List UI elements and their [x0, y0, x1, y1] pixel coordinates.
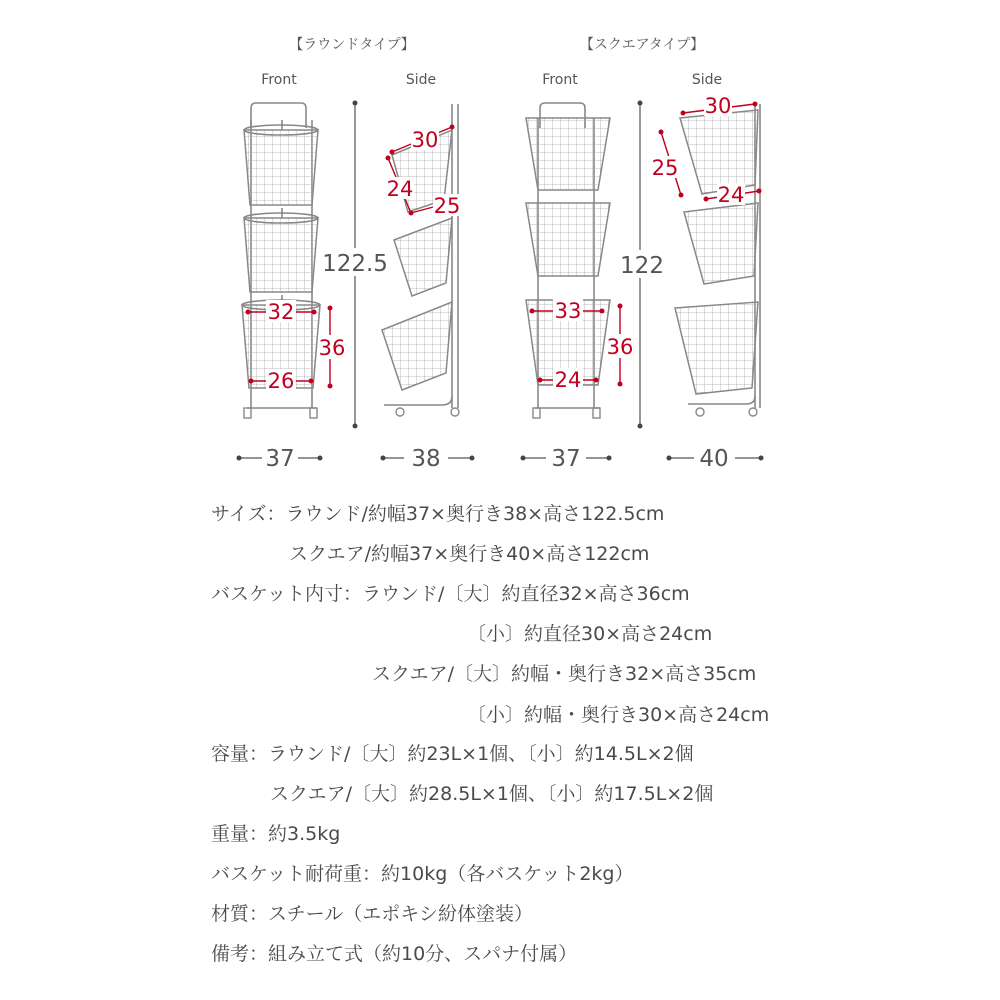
square-overall-height: 122: [620, 253, 664, 279]
spec-weight: 重量：約3.5kg: [211, 823, 341, 845]
spec-material: 材質：スチール（エポキシ紛体塗装）: [211, 903, 534, 925]
round-small-bottom-label: 25: [433, 194, 461, 218]
round-side-view: [382, 104, 461, 416]
square-large-bottom-label: 24: [554, 368, 582, 392]
square-small-top-label: 30: [704, 94, 732, 118]
square-side-depth: 40: [699, 446, 729, 472]
square-large-height-label: 36: [606, 335, 634, 359]
spec-notes: 備考：組み立て式（約10分、スパナ付属）: [211, 943, 578, 965]
round-side-label: Side: [405, 72, 437, 88]
round-type-title: 【ラウンドタイプ】: [289, 37, 415, 53]
square-small-bottom-label: 24: [717, 183, 745, 207]
square-large-width-label: 33: [554, 299, 582, 323]
square-side-label: Side: [691, 72, 723, 88]
square-type-title: 【スクエアタイプ】: [579, 37, 705, 53]
spec-load-capacity: バスケット耐荷重：約10kg（各バスケット2kg）: [211, 863, 634, 885]
square-front-label: Front: [542, 72, 578, 88]
spec-size-round: サイズ：ラウンド/約幅37×奥行き38×高さ122.5cm: [211, 503, 665, 525]
round-small-height-label: 24: [386, 177, 414, 201]
round-side-depth: 38: [411, 446, 441, 472]
round-large-height-label: 36: [318, 336, 346, 360]
round-overall-height: 122.5: [322, 251, 388, 277]
spec-basket-round-small: 〔小〕約直径30×高さ24cm: [467, 623, 713, 645]
spec-capacity-round: 容量：ラウンド/〔大〕約23L×1個、〔小〕約14.5L×2個: [211, 743, 694, 765]
spec-capacity-square: スクエア/〔大〕約28.5L×1個、〔小〕約17.5L×2個: [270, 783, 714, 805]
round-large-bottom-label: 26: [267, 369, 295, 393]
square-small-height-label: 25: [651, 156, 679, 180]
spec-basket-round-large: バスケット内寸：ラウンド/〔大〕約直径32×高さ36cm: [211, 583, 690, 605]
spec-size-square: スクエア/約幅37×奥行き40×高さ122cm: [289, 543, 650, 565]
square-side-view: [651, 94, 762, 416]
round-front-label: Front: [261, 72, 297, 88]
spec-basket-square-small: 〔小〕約幅・奥行き30×高さ24cm: [467, 704, 770, 726]
square-front-view: [526, 103, 633, 418]
round-large-diameter-label: 32: [267, 300, 295, 324]
round-small-top-label: 30: [411, 128, 439, 152]
round-front-width: 37: [265, 446, 295, 472]
square-front-width: 37: [551, 446, 581, 472]
spec-basket-square-large: スクエア/〔大〕約幅・奥行き32×高さ35cm: [372, 663, 757, 685]
product-dimension-diagram: [0, 0, 1000, 480]
width-dimensions: [237, 446, 764, 472]
